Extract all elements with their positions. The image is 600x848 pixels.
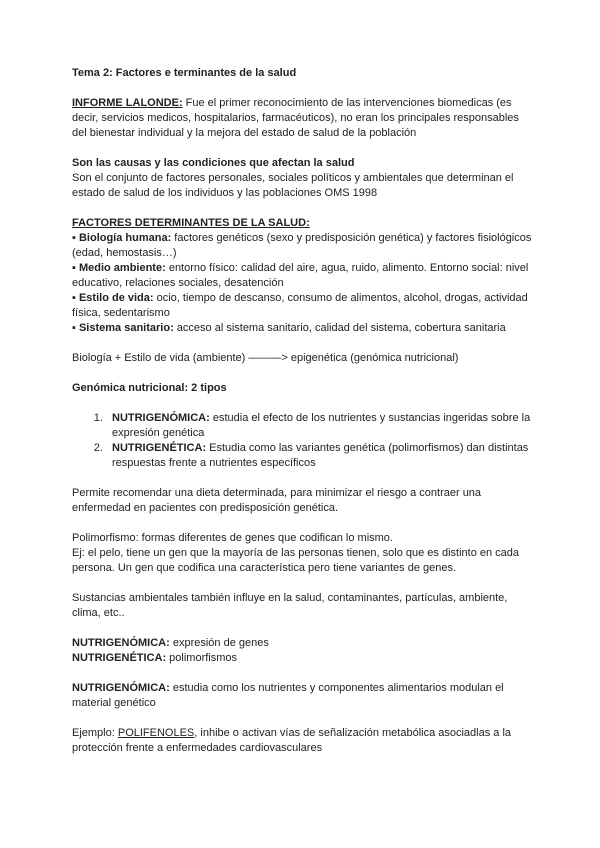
factor-label: Estilo de vida: [78, 292, 154, 304]
genomica-heading: Genómica nutricional: 2 tipos [72, 382, 227, 394]
polimorfismo-example: Ej: el pelo, tiene un gen que la mayoría de las personas tienen, solo que es distinto en cada persona. Un gen que codifica una característica pero tiene variantes de genes. [72, 547, 520, 574]
definition-label: NUTRIGENÓMICA: [72, 637, 170, 649]
factor-label: Medio ambiente: [78, 262, 166, 274]
definition-line [72, 636, 532, 651]
genomica-item [106, 411, 532, 441]
factor-text: acceso al sistema sanitario, calidad del sistema, cobertura sanitaria [173, 322, 506, 334]
genomica-item-label: NUTRIGENÉTICA: [112, 442, 207, 454]
definition-text: expresión de genes [169, 637, 269, 649]
factor-text: entorno físico: calidad del aire, agua, ruido, alimento. Entorno social: nivel educativo, relaciones sociales, desatención [72, 262, 529, 289]
bullet-icon: ▪ [72, 262, 79, 274]
factores-list [72, 231, 532, 336]
informe-text: Fue el primer reconocimiento de las intervenciones biomedicas (es decir, servicios medicos, hospitalarios, farmacéuticos), no eran los principales responsables del bienestar individual y la mejora del estado de salud de la población [72, 97, 519, 139]
genomica-list [72, 411, 532, 471]
factor-text: ocio, tiempo de descanso, consumo de alimentos, alcohol, drogas, actividad física, sedentarismo [72, 292, 528, 319]
definition-text: polimorfismos [166, 652, 238, 664]
nutrigenomica-text: estudia como los nutrientes y componentes alimentarios modulan el material genético [72, 682, 504, 709]
ejemplo-text: , inhibe o activan vías de señalización metabólica asociadlas a la protección frente a enfermedades cardiovasculares [72, 727, 512, 754]
factor-item [72, 261, 532, 291]
causas-heading: Son las causas y las condiciones que afectan la salud [72, 157, 355, 169]
polifenoles-term: POLIFENOLES [117, 727, 195, 739]
informe-lalonde-paragraph [72, 96, 532, 141]
genomica-item-label: NUTRIGENÓMICA: [112, 412, 210, 424]
factor-label: Sistema sanitario: [78, 322, 174, 334]
factores-heading: FACTORES DETERMINANTES DE LA SALUD: [72, 217, 310, 229]
ejemplo-prefix: Ejemplo: [72, 727, 118, 739]
causas-text: Son el conjunto de factores personales, sociales políticos y ambientales que determinan el estado de salud de los individuos y las poblaciones OMS 1998 [72, 172, 514, 199]
page-title: Tema 2: Factores e terminantes de la salud [72, 67, 297, 79]
informe-label: INFORME LALONDE: [72, 97, 183, 109]
bullet-icon: ▪ [72, 232, 79, 244]
sustancias-paragraph: Sustancias ambientales también influye en la salud, contaminantes, partículas, ambiente, clima, etc.. [72, 592, 508, 619]
biologia-epigenetica-line: Biología + Estilo de vida (ambiente) ———> epigenética (genómica nutricional) [72, 352, 459, 364]
definition-label: NUTRIGENÉTICA: [72, 652, 167, 664]
genomica-item-text: Estudia como las variantes genética (polimorfismos) dan distintas respuestas frente a nutrientes específicos [112, 442, 529, 469]
factor-item [72, 231, 532, 261]
bullet-icon: ▪ [72, 322, 79, 334]
factor-text: factores genéticos (sexo y predisposición genética) y factores fisiológicos (edad, hemostasis…) [72, 232, 532, 259]
polimorfismo-definition: Polimorfismo: formas diferentes de genes que codifican lo mismo. [72, 532, 393, 544]
nutrigenomica-label: NUTRIGENÓMICA: [72, 682, 170, 694]
permite-paragraph: Permite recomendar una dieta determinada, para minimizar el riesgo a contraer una enfermedad en pacientes con predisposición genética. [72, 487, 482, 514]
factor-item [72, 321, 532, 336]
ejemplo-paragraph [72, 726, 532, 756]
definition-line [72, 651, 532, 666]
factor-label: Biología humana: [78, 232, 172, 244]
factor-item [72, 291, 532, 321]
genomica-item-text: estudia el efecto de los nutrientes y sustancias ingeridas sobre la expresión genética [112, 412, 531, 439]
bullet-icon: ▪ [72, 292, 79, 304]
nutrigenomica-paragraph [72, 681, 532, 711]
document-page [72, 66, 532, 756]
genomica-item [106, 441, 532, 471]
